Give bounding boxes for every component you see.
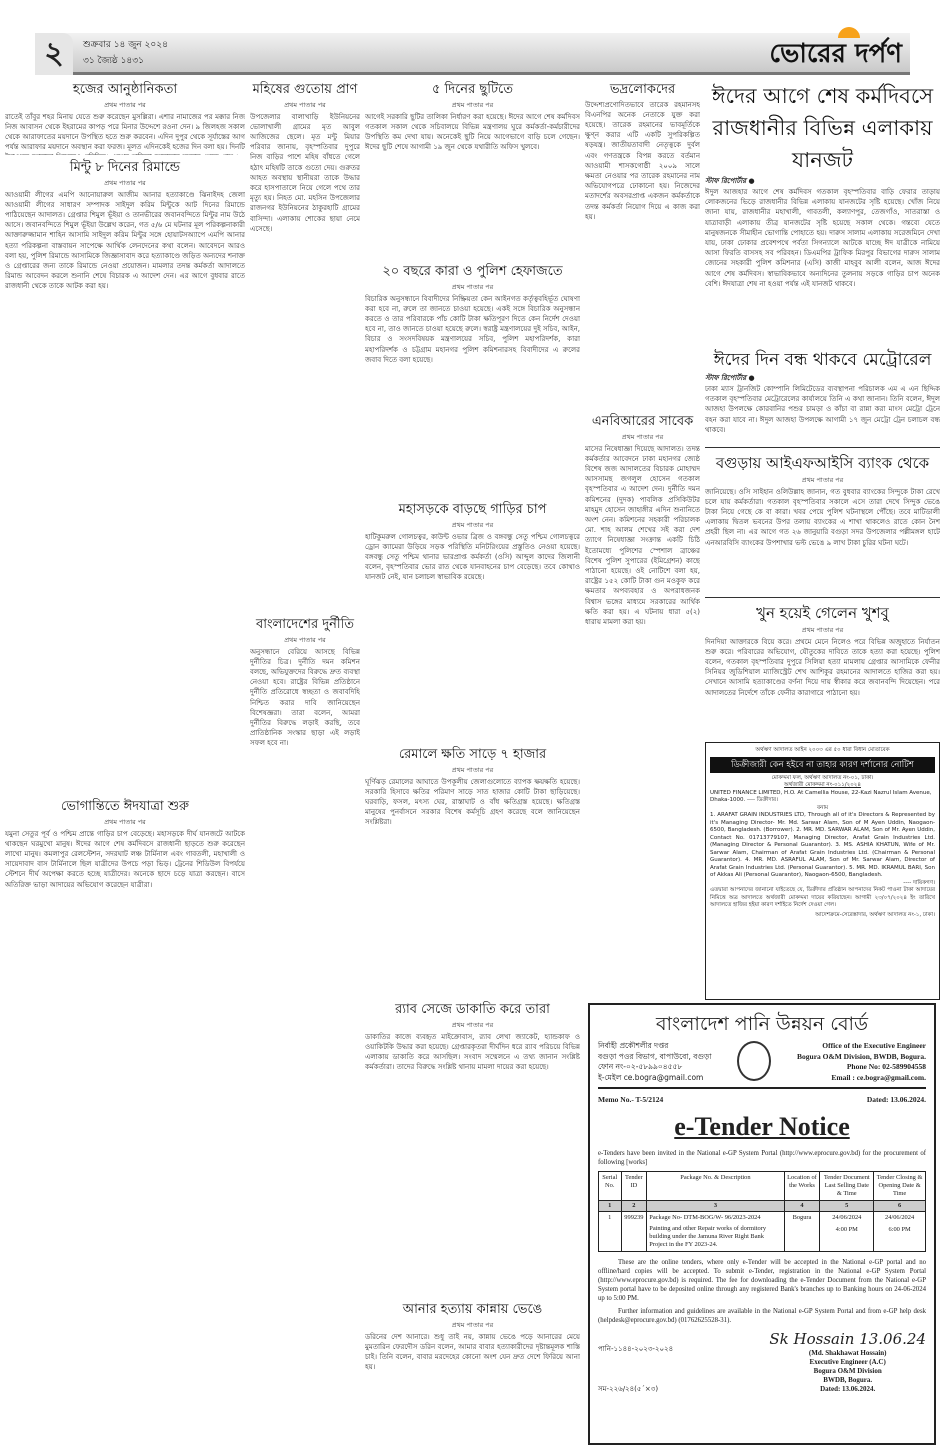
- story-holiday: [365, 80, 580, 260]
- story-nbr: [585, 412, 700, 1000]
- notice-defendants-tag: ---- দায়িকগণ।: [903, 879, 935, 886]
- cell-tender-id: 999239: [621, 1212, 647, 1252]
- headline: ভোগান্তিতে ঈদযাত্রা শুরু: [60, 799, 189, 814]
- divider: [705, 597, 940, 598]
- story-body: রাতেই তাঁবুর শহর মিনায় যেতে শুরু করেছেন মুসল্লিরা। এশার নামাজের পর মক্কার নিজ নিজ আবাসন থেকে ইহরামের কাপড় পরে মিনার উদ্দেশে রওনা দেন। ৯ জিলহজ সকাল থেকে আরাফাতের ময়দানে উপস্থিত হতে শুরু করবেন। এদিন দুপুর থেকে সূর্যাস্তের আগ পর্যন্ত আরাফার ময়দানে অবস্থান করা ফরজ। মূলত এদিনকেই হজের দিন বলা হয়। দিনটি: [5, 112, 245, 152]
- story-body: ডরিনের দেশ আনারে। শুধু তাই নয়, কান্নায় ভেঙে পড়ে আনারের মেয়ে মুমতারিন ফেরদৌস ডরিন বলেন, আমার বাবার হত্যাকারীদের দৃষ্টান্তমূলক শাস্তি চাই। তিনি বলেন, বাবার মরদেহের কোনো অংশ যেন দ্রুত দেশে ফিরিয়ে আনা হয়।: [365, 1332, 580, 1372]
- headline: মহিষের গুতোয় প্রাণ: [252, 82, 358, 97]
- reporter-byline: স্টাফ রিপোর্টার ●: [705, 374, 755, 382]
- story-body: উপজেলার বালাখাড়ি ইউনিয়নের ভোলাখালী গ্রামের মৃত আবুল আজিজের ছেলে। মৃত মন্টু মিয়ার পরিবার জানায়, বৃহস্পতিবার দুপুরে নিজ বাড়ির পাশে মহিষ বাঁধতে গেলে হঠাৎ মহিষটি তাকে গুতো দেয়। গুরুতর আহত অবস্থায় স্থানীয়রা তাকে উদ্ধার করে হাসপাতালে নিয়ে গেলে পথে তার মৃত্যু হয়। নিহত মো. মহসিন উপজেলার রাজনগর ইউনিয়নের ঠাকুরহাটি গ্রামের বাসিন্দা। এলাকায় শোকের ছায়া নেমে এসেছে।: [250, 112, 360, 233]
- selling-time: 4:00 PM: [835, 1226, 858, 1233]
- headline: আনার হত্যায় কান্নায় ভেঙে: [402, 1302, 543, 1317]
- cell-serial: 1: [599, 1212, 622, 1252]
- signer-line: BWDB, Bogura.: [823, 1376, 873, 1384]
- date-gregorian: শুক্রবার ১৪ জুন ২০২৪: [83, 40, 168, 50]
- signer-line: Dated: 13.06.2024.: [820, 1385, 876, 1393]
- issue-date: [83, 37, 168, 69]
- office-line: ফোন নং-০২-৫৮৯৯০৪৫৫৮: [598, 1062, 683, 1071]
- signer-line: (Md. Shakhawat Hossain): [808, 1349, 887, 1357]
- office-line: Email : ce.bogra@gmail.com.: [831, 1072, 926, 1082]
- notice-case: অর্থজারী মোকদ্দমা নং-০১১/২০২৪: [784, 782, 861, 788]
- headline: র‍্যাব সেজে ডাকাতি করে তারা: [395, 1002, 550, 1017]
- ad-code-1: পানি-১১৪৪-২০২৩-২০২৪: [598, 1345, 674, 1353]
- col-serial: Serial No.: [599, 1172, 622, 1201]
- story-body: উদ্দেশ্যপ্রণোদিতভাবে তারেক রহমানসহ বিএনপির অনেক নেতাকে যুক্ত করা হয়েছে। তারেক রহমানের ভাবমূর্তিকে ক্ষুণ্ন করার এটি একটি সুপরিকল্পিত ষড়যন্ত্র। জাতীয়তাবাদী নেতৃত্বকে দুর্বল এবং গণতন্ত্রকে বিপন্ন করতে বর্তমান আওয়ামী শাসকগোষ্ঠী ২০০৯ সালে ক্ষমতা নেওয়ার পর তারেক রহমানের নাম অভিযোগপত্রে ঢোকানো হয়। নিজেদের মতাদর্শের অবসরপ্রাপ্ত একজন কর্মকর্তাকে তদন্ত কর্মকর্তা নিয়োগ দিয়ে এ কাজ করা হয়।: [585, 100, 700, 221]
- headline: ২০ বছরে কারা ও পুলিশ হেফাজতে: [382, 264, 563, 279]
- col-package: Package No. & Description: [647, 1172, 784, 1201]
- ad-code-2: সম-২২৬/২৪(৫´×৩): [598, 1385, 659, 1393]
- col-number: 6: [874, 1201, 926, 1212]
- divider: [705, 447, 940, 448]
- story-body: জানিয়েছে। ওসি সাইহান ওলিউল্লাহ জানান, গত বুধবার ব্যাংকের সিন্দুকে টাকা রেখে চলে যায় কর্মকর্তারা। গতকাল বৃহস্পতিবার সকালে এসে তারা দেখে সিন্দুক ভেঙে টাকা নিয়ে গেছে কে বা কারা। খবর পেয়ে পুলিশ ঘটনাস্থলে পৌঁছে। তবে মাটিডালী এলাকায় দ্বিতল ভবনের উপর তলায় ব্যাংকের এ শাখা থাকলেও রাতে কোন নৈশ প্রহরী ছিল না। এর আগে গত ২৬ জানুয়ারি বগুড়া সদর উপজেলার পল্লীমঙ্গল হাটে এনআরবিসি ব্যাংকের উপশাখার ভল্ট ভেঙে ৯ লাখ টাকা চুরির ঘটনা ঘটে।: [705, 487, 940, 547]
- cell-package: [647, 1212, 784, 1252]
- reporter-byline: স্টাফ রিপোর্টার ●: [705, 177, 755, 185]
- continued-label: প্রথম পাতার পর: [104, 817, 146, 826]
- tender-table: [598, 1171, 926, 1252]
- headline: ভদ্রলোকদের: [609, 82, 676, 97]
- story-anar: [365, 1300, 580, 1445]
- story-remal: [365, 745, 580, 998]
- notice-defendants: 1. ARAFAT GRAIN INDUSTRIES LTD, Through all of it's Directors & Represented by it's Managing Director- Mr. Md. Sarwar Alam, Son of M Ayen Uddin, Naogaon- 6500, Bangladesh. (Borrower). 2. MR. MD. SARWAR ALAM, Son of Mr. Ayen Uddin, Contact No. 01713779107, Managing Director, Arafat Grain Industries Ltd. (Managing Director & Personal Guarantor). 3. MS. ASHIA KHATUN, Wife of Mr. Sarwar Alam, Chairman of Arafat Grain Industries Ltd. (Chairman & Personal Guarantor). 4. MR. MD. ASRAFUL ALAM, Son of Mr. Sarwar Alam, Director of Arafat Grain Industries Ltd. (Personal Guarantor). 5. MR. MD. IKRAMUL BARI, Son of Akkas Ali (Personal Guarantor), Naogaon-6500, Bangladesh.: [710, 812, 935, 878]
- memo-line: [598, 1095, 926, 1105]
- headline: বগুড়ায় আইএফআইসি ব্যাংক থেকে: [715, 454, 930, 472]
- office-line: Bogura O&M Division, BWDB, Bogura.: [797, 1051, 926, 1061]
- continued-label: প্রথম পাতার পর: [801, 625, 844, 634]
- office-line: Phone No: 02-589904558: [846, 1062, 926, 1071]
- col-number: 5: [820, 1201, 874, 1212]
- table-header: [599, 1172, 926, 1201]
- headline: ঈদের দিন বন্ধ থাকবে মেট্রোরেল: [713, 350, 932, 370]
- memo-date: Dated: 13.06.2024.: [866, 1095, 926, 1104]
- notice-top: অর্থঋণ আদালত আইন ২০০৩ এর ৫০ ধারা বিধান মোতাবেক: [755, 747, 890, 753]
- col-number: 1: [599, 1201, 622, 1212]
- page-header: [35, 33, 910, 75]
- tender-para-2: Further information and guidelines are available in the National e-GP System Portal and from e-GP help desk (helpdesk@eprocure.gov.bd) (01762625528-31).: [598, 1308, 926, 1324]
- headline: ৫ দিনের ছুটিতে: [431, 82, 514, 97]
- story-body: আগেই সরকারি ছুটির তালিকা নির্ধারণ করা হয়েছে। ঈদের আগে শেষ কর্মদিবস গতকাল সকাল থেকে সচিবালয়ে বিভিন্ন মন্ত্রণালয় ঘুরে কর্মকর্তা-কর্মচারীদের উপস্থিতি কম দেখা যায়। অনেকেই ছুটি নিয়ে আগেভাগে বাড়ি চলে গেছেন। ঈদের ছুটি শেষে আগামী ১৯ জুন থেকে যথারীতি অফিস খুলবে।: [365, 112, 580, 152]
- tender-title: e-Tender Notice: [674, 1112, 850, 1141]
- continued-label: প্রথম পাতার পর: [284, 100, 326, 109]
- continued-label: প্রথম পাতার পর: [451, 282, 494, 291]
- notice-body: এতদ্বারা আপনাদের জানানো যাইতেছে যে, ডিক্রীদার প্রতিষ্ঠান আপনাদের নিকট পাওনা টাকা আদায়ের নিমিত্তে অত্র আদালতে অর্থজারী মোকদ্দমা দায়ের করিয়াছেন। আগামী ২৩/০৭/২০২৪ ইং তারিখে আদালতে হাজির হইয়া কারণ দর্শাইতে নির্দেশ দেওয়া গেল।: [710, 887, 935, 908]
- story-lead-traffic: [705, 80, 940, 345]
- story-body: যমুনা সেতুর পূর্ব ও পশ্চিম প্রান্তে গাড়ির চাপ বেড়েছে। মহাসড়কে দীর্ঘ যানজটে আটকে থাকছেন ঘরমুখো মানুষ। ঈদের আগে শেষ কর্মদিবসে রাজধানী ছাড়তে শুরু করেছেন লাখো মানুষ। কমলাপুর রেলস্টেশন, সদরঘাট লঞ্চ টার্মিনাল এবং গাবতলী, মহাখালী ও সায়েদাবাদ বাস টার্মিনালে ছিল যাত্রীদের উপচে পড়া ভিড়। ট্রেনের শিডিউল বিপর্যয়ে স্টেশনে দীর্ঘ অপেক্ষা করতে হচ্ছে যাত্রীদের। অনেকে ছাদে চড়ে যাত্রা করছেন। বাসে অতিরিক্ত ভাড়া আদায়ের অভিযোগ করেছেন যাত্রীরা।: [5, 829, 245, 889]
- story-metro: [705, 347, 940, 445]
- notice-footer: আদেশক্রমে-সেরেস্তাদার, অর্থঋণ আদালত নং-১, ঢাকা।: [815, 911, 935, 918]
- story-body: ডাকাতির কাজে ব্যবহৃত মাইক্রোবাস, র‍্যাব লেখা জ্যাকেট, হ্যান্ডকাফ ও ওয়াকিটকি উদ্ধার করা হয়েছে। গ্রেপ্তারকৃতরা দীর্ঘদিন ধরে র‍্যাব পরিচয়ে বিভিন্ন এলাকায় ডাকাতি করে আসছিল। সংবাদ সম্মেলনে এ তথ্য জানান সংশ্লিষ্ট কর্মকর্তারা। তাদের বিরুদ্ধে সংশ্লিষ্ট থানায় মামলা দায়ের করা হয়েছে।: [365, 1032, 580, 1072]
- package-number: Package No- DTM-BOG/W- 96/2023-2024: [649, 1214, 761, 1221]
- story-body: দিনদিয়া আক্তারকে বিয়ে করে। প্রথমে মেনে নিলেও পরে বিভিন্ন অজুহাতে নির্যাতন শুরু করে। পরিবারের অভিযোগ, যৌতুকের দাবিতে তাকে হত্যা করা হয়েছে। পুলিশ বলেন, গতকাল বৃহস্পতিবার দুপুরে সিলিয়া হত্যা মামলায় গ্রেপ্তার আসামিকে ফেনীর সিনিয়র জুডিশিয়াল ম্যাজিস্ট্রেট শেখ আশিকুর রহমানের আদালতে হাজির করা হয়। সেখানে আসামি হত্যাকাণ্ডের বর্ণনা দিয়ে দায় স্বীকার করে জবানবন্দি দিয়েছেন। পরে আদালতের নির্দেশে তাঁকে ফেনীর কারাগারে পাঠানো হয়।: [705, 637, 940, 697]
- col-closing-date: Tender Closing & Opening Date & Time: [874, 1172, 926, 1201]
- signature-block: [769, 1329, 926, 1394]
- e-tender-notice-ad: [588, 1003, 936, 1445]
- tender-intro: e-Tenders have been invited in the National e-GP System Portal (http://www.eprocure.gov.bd) for the procurement of following [works]: [598, 1150, 926, 1166]
- cell-selling: [820, 1212, 874, 1252]
- headline: খুন হয়েই গেলেন খুশবু: [756, 604, 889, 622]
- story-mintu: [5, 158, 245, 793]
- story-body: আওয়ামী লীগের এমপি আনোয়ারুল আজীম আনার হত্যাকাণ্ডে ঝিনাইদহ জেলা আওয়ামী লীগের সাধারণ সম্পাদক সাইদুল করিম মিন্টুকে আট দিনের রিমান্ডে পাঠিয়েছেন আদালত। গ্রেপ্তার শিমুল ভূঁইয়া ও তানভীরের জবানবন্দিতে মিন্টুর নাম উঠে আসে। জবানবন্দিতে শিমুল ভূঁইয়া উল্লেখ করেন, গত ৫/৬ মে ঘটনার মূল পরিকল্পনাকারী আক্তারুজ্জামান শাহিন আসামি সাইদুল করিম মিন্টুর সঙ্গে হোয়াটসঅ্যাপে এমপি আনার হত্যা পরিকল্পনা বাস্তবায়ন সাপেক্ষে আর্থিক লেনদেনের কথা বলেন। আবেদনে আরও বলা হয়, পুলিশ রিমান্ডে আসামিকে জিজ্ঞাসাবাদ করে হত্যাকাণ্ডে জড়িত অন্যদের শনাক্ত ও গ্রেপ্তারের জন্য তাকে রিমান্ডে নেওয়া প্রয়োজন। মামলার তদন্ত কর্মকর্তা আদালতে রিমান্ড আবেদন করলে শুনানি শেষে বিচারক এ আদেশ দেন। এর আগে বুধবার রাতে রাজধানী থেকে তাকে আটক করা হয়।: [5, 190, 245, 291]
- story-body: অনুসন্ধানে বেরিয়ে আসছে বিভিন্ন দুর্নীতির চিত্র। দুর্নীতি দমন কমিশন বলছে, অভিযুক্তদের বিরুদ্ধে দ্রুত ব্যবস্থা নেওয়া হবে। রাষ্ট্রের বিভিন্ন প্রতিষ্ঠানে দুর্নীতি প্রতিরোধে স্বচ্ছতা ও জবাবদিহি নিশ্চিত করার দাবি জানিয়েছেন বিশেষজ্ঞরা। তারা বলেন, আমরা দুর্নীতির বিরুদ্ধে লড়াই করছি, তবে প্রাতিষ্ঠানিক সংস্কার ছাড়া এই লড়াই সফল হবে না।: [250, 647, 360, 748]
- notice-versus: বনাম: [817, 804, 828, 811]
- story-body: মাসের নিষেধাজ্ঞা দিয়েছে আদালত। তদন্ত কর্মকর্তার আবেদনে ঢাকা মহানগর জ্যেষ্ঠ বিশেষ জজ আদালতের বিচারক মোহাম্মদ আসসামছ জগলুল হোসেন গতকাল বৃহস্পতিবার এ আদেশ দেন। দুর্নীতি দমন কমিশনের (দুদক) পাবলিক প্রসিকিউটর মাহমুদ হোসেন জাহাঙ্গীর এদিন শুনানিতে অংশ নেন। কমিশনের সহকারী পরিচালক মো. শাহ আলম শেখের সই করা দেশ ত্যাগে নিষেধাজ্ঞা সংক্রান্ত একটি চিঠি ইতোমধ্যে পুলিশের স্পেশাল ব্রাঞ্চের বিশেষ পুলিশ সুপারের (ইমিগ্রেশন) কাছে পাঠানো হয়েছে। ওই নোটিশে বলা হয়, রাষ্ট্রের ১৫২ কোটি টাকা গুন মওকুফ করে ক্ষমতার অপব্যবহার ও অপরাধজনক বিশ্বাস ভঙ্গের মাধ্যমে সরকারের আর্থিক ক্ষতি করা হয়। এ ঘটনায় ধারা ৫(২) ধারায় মামলা করা হয়।: [585, 444, 700, 626]
- lead-headline: ঈদের আগে শেষ কর্মদিবসে রাজধানীর বিভিন্ন এলাকায় যানজট: [711, 84, 934, 172]
- story-rab: [365, 1000, 580, 1298]
- office-bn: [598, 1041, 712, 1083]
- col-location: Location of the Works: [784, 1172, 820, 1201]
- headline: মিন্টু ৮ দিনের রিমান্ডে: [69, 160, 181, 175]
- headline: বাংলাদেশের দুর্নীতি: [255, 617, 355, 632]
- story-custody: [365, 262, 580, 498]
- column-number-row: [599, 1201, 926, 1212]
- notice-court: মোকদ্দমা ফল, অর্থঋণ আদালত নং-০১, ঢাকা।: [771, 774, 874, 781]
- legal-notice-ad: [705, 742, 940, 1000]
- cell-location: Bogura: [784, 1212, 820, 1252]
- table-row: [599, 1212, 926, 1252]
- story-buffalo: [250, 80, 360, 612]
- office-line: নির্বাহী প্রকৌশলীর দপ্তর: [598, 1041, 669, 1050]
- continued-label: প্রথম পাতার পর: [284, 635, 326, 644]
- headline: রেমালে ক্ষতি সাড়ে ৭ হাজার: [398, 747, 547, 762]
- signer-line: Executive Engineer (A.C): [809, 1358, 886, 1366]
- story-body: ঢাকা ম্যাস ট্রানজিট কোম্পানি লিমিটেডের ব্যবস্থাপনা পরিচালক এম এ এন ছিদ্দিক গতকাল বৃহস্পতিবার মেট্রোরেলের কার্যালয়ে তিনি এ কথা জানান। তিনি বলেন, ঈদুল আজহা উপলক্ষে কোরবানির পশুর চামড়া ও কাঁচা বা রান্না করা মাংস মেট্রো ট্রেনে বহন করা যাবে না। ঈদুল আজহা উপলক্ষে আগামী ১৭ জুন মেট্রো ট্রেন চলাচল বন্ধ থাকবে।: [705, 385, 940, 434]
- story-body: হাটিকুমরুল গোলচত্বর, কাউন্ট ওভার ব্রিজ ও বঙ্গবন্ধু সেতু পশ্চিম গোলচত্বরে ড্রোন ক্যামেরা উড়িয়ে সড়ক পরিস্থিতি মনিটরিংয়ের প্রস্তুতিও নেওয়া হয়েছে। বঙ্গবন্ধু সেতু পশ্চিম থানার ভারপ্রাপ্ত কর্মকর্তা (ওসি) আব্দুল কাদের জিলানী বলেন, বৃহস্পতিবার ভোর রাত থেকে যানবাহনের চাপ বেড়েছে। তবে কোথাও যানজট নেই, যান চলাচল স্বাভাবিক রয়েছে।: [365, 532, 580, 582]
- story-hajj: [5, 80, 245, 155]
- selling-date: 24/06/2024: [832, 1214, 862, 1221]
- story-highway: [365, 500, 580, 743]
- newspaper-logo: ভোরের দর্পণ: [769, 39, 902, 69]
- page-number: ২: [35, 33, 73, 75]
- story-gentlemen: [585, 80, 700, 410]
- handwritten-signature: Sk Hossain 13.06.24: [769, 1330, 926, 1348]
- col-number: 4: [784, 1201, 820, 1212]
- office-en: [797, 1041, 926, 1083]
- continued-label: প্রথম পাতার পর: [451, 100, 494, 109]
- signer-line: Bogura O&M Division: [813, 1367, 882, 1375]
- headline: হজের আনুষ্ঠানিকতা: [72, 82, 178, 97]
- col-number: 2: [621, 1201, 647, 1212]
- story-body: ঘূর্ণিঝড় রেমালের আঘাতে উপকূলীয় জেলাগুলোতে ব্যাপক ক্ষয়ক্ষতি হয়েছে। সরকারি হিসাবে ক্ষতির পরিমাণ সাড়ে সাত হাজার কোটি টাকা ছাড়িয়েছে। ঘরবাড়ি, ফসল, মৎস্য ঘের, রাস্তাঘাট ও বাঁধ ক্ষতিগ্রস্ত হয়েছে। ক্ষতিগ্রস্ত মানুষের পুনর্বাসনে সরকার বিশেষ কর্মসূচি গ্রহণ করেছে বলে জানিয়েছেন সংশ্লিষ্টরা।: [365, 777, 580, 827]
- org-name-bn: বাংলাদেশ পানি উন্নয়ন বোর্ড: [655, 1013, 869, 1035]
- story-body: ঈদুল আজহার আগে শেষ কর্মদিবস গতকাল বৃহস্পতিবার বাড়ি ফেরার তাড়ায় লোকজনের ভিড়ে রাজধানীর বিভিন্ন এলাকায় যানজটের সৃষ্টি হয়েছে। খোঁজ নিয়ে জানা যায়, রাজধানীর মহাখালী, গাবতলী, কল্যাণপুর, তেজগাঁও, সাতরাস্তা ও যাত্রাবাড়ী এলাকায় তীব্র যানজটের সৃষ্টি হয়েছে সকাল থেকে। গন্তব্যে যেতে মানুষজনকে সীমাহীন ভোগান্তি পোহাতে হয়। দারুস সালাম এলাকায় সরেজমিনে দেখা যায়, ঢাকা ঢোকার প্রবেশপথে পর্বতা সিগন্যালে আটকে যাচ্ছে ঈদ যাত্রীকে নামিয়ে আসা ফিরতি বাসসহ সব পরিবহন। ডিএমপির ট্রাফিক মিরপুর বিভাগের দারুস সালাম জোনের সহকারী পুলিশ কমিশনার (এসি) কাজী মাহবুব আলী বলেন, আজ ঈদের আগে শেষ কর্মদিবস। স্বাভাবিকভাবে অন্যদিনের তুলনায় সড়কে গাড়ির চাপ অনেক বেশি। ঈদযাত্রা শেষ না হওয়া পর্যন্ত এই যানজট থাকবে।: [705, 188, 940, 288]
- notice-plaintiff: UNITED FINANCE LIMITED, H.O. At Camellia House, 22-Kazi Nazrul Islam Avenue, Dhaka-1000. ---- ডিক্রীদার।: [710, 789, 932, 803]
- story-khushbu: [705, 597, 940, 739]
- notice-title: ডিক্রীজারী কেন হইবে না তাহার কারণ দর্শানোর নোটিশ: [710, 757, 935, 773]
- package-description: Painting and other Repair works of dormitory building under the Jamuna River Right Bank Project in the FY 2023-24.: [649, 1225, 767, 1248]
- continued-label: প্রথম পাতার পর: [451, 1320, 494, 1329]
- office-details: [598, 1041, 926, 1089]
- date-bengali: ৩১ জ্যৈষ্ঠ ১৪৩১: [83, 56, 144, 66]
- continued-label: প্রথম পাতার পর: [104, 178, 146, 187]
- story-eid-travel: [5, 797, 245, 1445]
- bwdb-seal-icon: [737, 1041, 771, 1081]
- ad-codes: [598, 1344, 673, 1394]
- memo-number: Memo No.- T-5/2124: [598, 1095, 664, 1104]
- tender-para-1: These are the online tenders, where only e-Tender will be accepted in the National e-GP portal and no offline/hard copies will be accepted. To submit e-Tender, registration in the National e-GP System Portal (http://www.eprocure.gov.bd) is required. The fee for downloading the e-Tender Document from the National e-GP System portal have to be deposited online through any registered Bank's branches up to Banking hours on 24-06-2024 up to 5:00 PM.: [598, 1259, 926, 1302]
- tender-footer: [598, 1329, 926, 1394]
- continued-label: প্রথম পাতার পর: [801, 475, 844, 484]
- closing-date: 24/06/2024: [885, 1214, 915, 1221]
- col-number: 3: [647, 1201, 784, 1212]
- col-tender-id: Tender ID: [621, 1172, 647, 1201]
- headline: এনবিআরের সাবেক: [591, 414, 694, 429]
- cell-closing: [874, 1212, 926, 1252]
- continued-label: প্রথম পাতার পর: [451, 1020, 494, 1029]
- story-ific: [705, 447, 940, 595]
- office-line: ই-মেইল ce.bogra@gmail.com: [598, 1072, 704, 1082]
- continued-label: প্রথম পাতার পর: [621, 432, 664, 441]
- office-line: বগুড়া পওর বিভাগ, বাপাউবো, বগুড়া: [598, 1051, 712, 1061]
- continued-label: প্রথম পাতার পর: [451, 765, 494, 774]
- col-selling-date: Tender Document Last Selling Date & Time: [820, 1172, 874, 1201]
- continued-label: প্রথম পাতার পর: [451, 520, 494, 529]
- closing-time: 6:00 PM: [888, 1226, 911, 1233]
- office-line: Office of the Executive Engineer: [822, 1041, 926, 1050]
- story-corruption: [250, 615, 360, 1445]
- continued-label: প্রথম পাতার পর: [104, 100, 146, 109]
- headline: মহাসড়কে বাড়ছে গাড়ির চাপ: [398, 502, 547, 517]
- story-body: বিচারিক অনুসন্ধানে বিবাদীদের নিষ্ক্রিয়তা কেন আইনগত কর্তৃত্ববহির্ভূত ঘোষণা করা হবে না, রুলে তা জানতে চাওয়া হয়েছে। একই সঙ্গে বিচারিক অনুসন্ধান করতে ও তার পরিবারকে পাঁচ কোটি টাকা ক্ষতিপূরণ দিতে কেন নির্দেশ দেওয়া হবে না, তাও জানতে চাওয়া হয়েছে রুলে। স্বরাষ্ট্র মন্ত্রণালয়ের দুই সচিব, আইন, বিচার ও সংসদবিষয়ক মন্ত্রণালয়ের সচিব, পুলিশ মহাপরিদর্শক, কারা মহাপরিদর্শক ও চট্টগ্রাম মহানগর পুলিশ কমিশনারসহ বিবাদীদের এ রুলের জবাব দিতে বলা হয়েছে।: [365, 294, 580, 364]
